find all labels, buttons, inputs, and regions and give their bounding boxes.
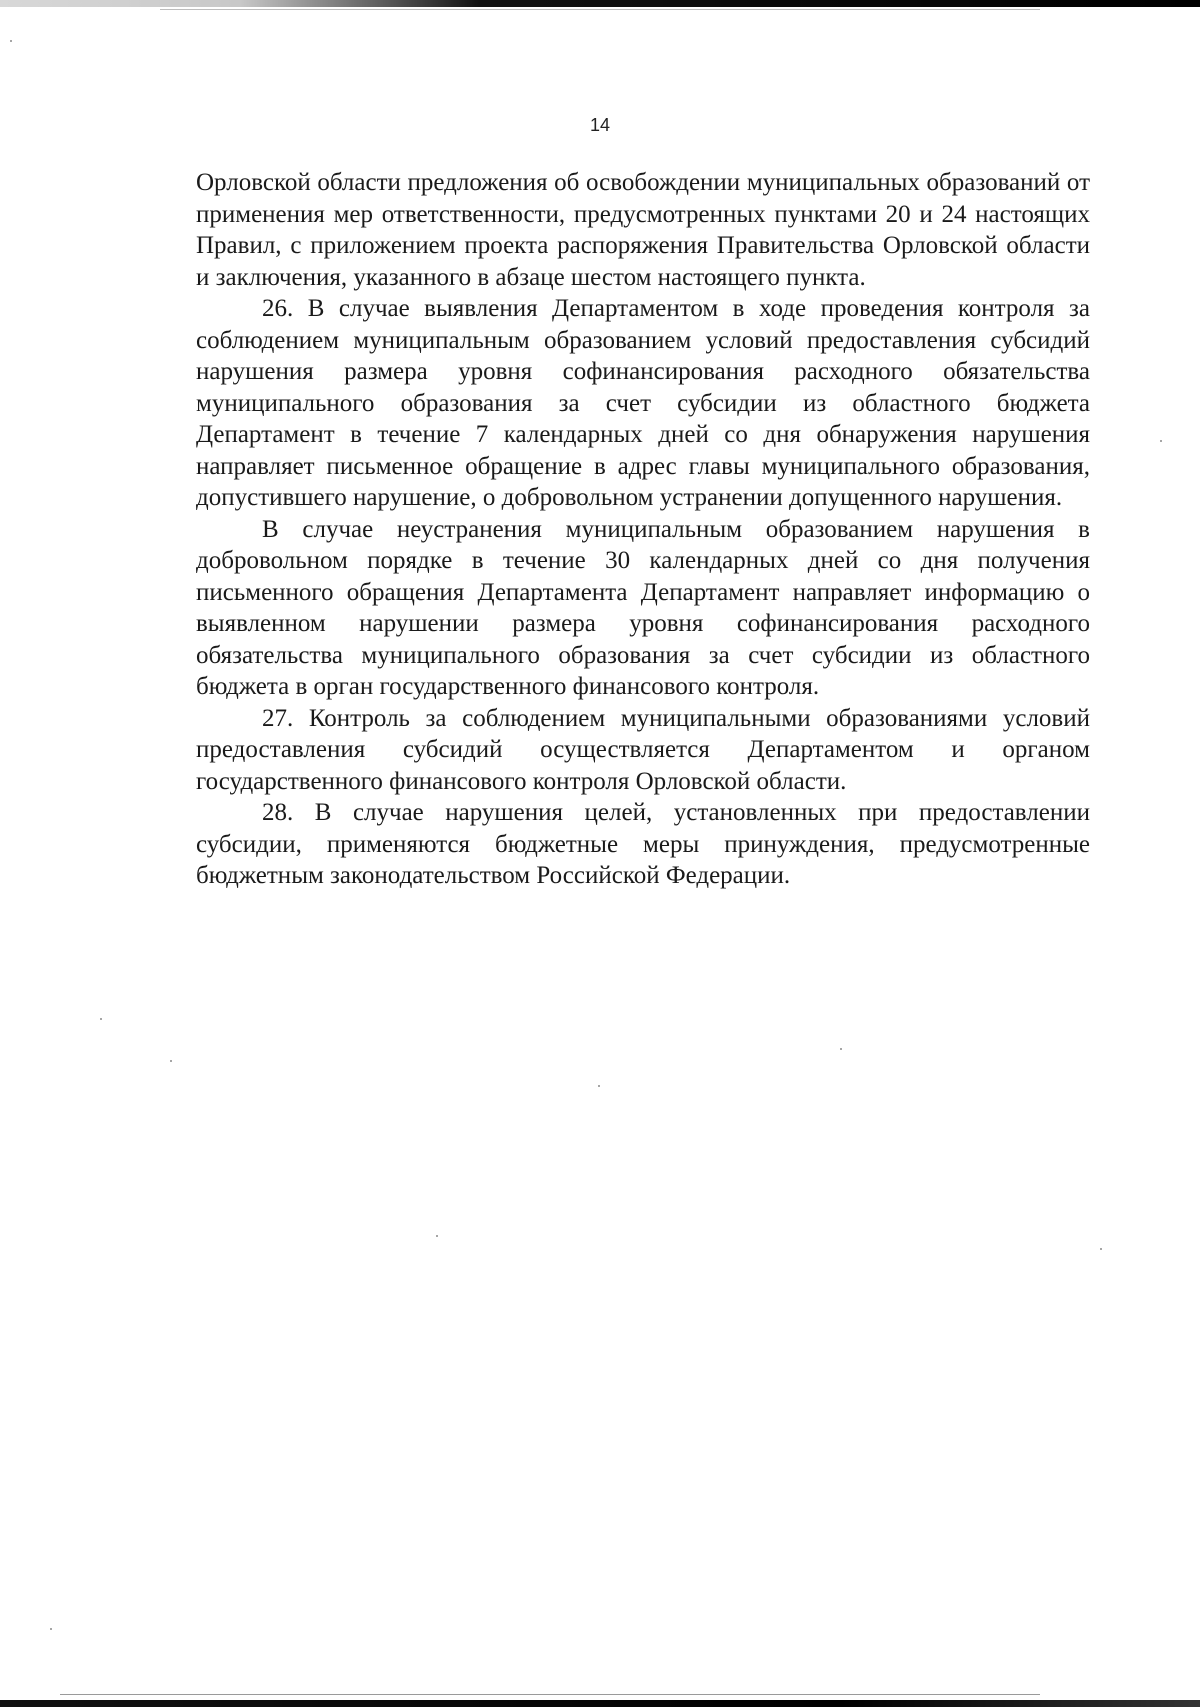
scan-speck [598, 1085, 600, 1087]
top-scan-border [0, 0, 1200, 7]
scan-speck [100, 1018, 102, 1020]
document-body [196, 167, 1090, 892]
paragraph-26-second: В случае неустранения муниципальным образованием нарушения в добровольном порядке в течение 30 календарных дней со дня получения письменного обращения Департамента Департамент направляет информацию о выявленном нарушении размера уровня софинансирования расходного обязательства муниципального образования за счет субсидии из областного бюджета в орган государственного финансового контроля. [196, 515, 1090, 700]
scan-speck [436, 1235, 438, 1237]
bottom-scan-border [0, 1700, 1200, 1707]
scan-speck [840, 1048, 842, 1050]
bottom-scan-line [60, 1694, 1040, 1695]
paragraph-28: 28. В случае нарушения целей, установленных при предоставлении субсидии, применяются бюджетные меры принуждения, предусмотренные бюджетным законодательством Российской Федерации. [196, 799, 1090, 889]
paragraph-continuation: Орловской области предложения об освобождении муниципальных образований от применения мер ответственности, предусмотренных пунктами 20 и 24 настоящих Правил, с приложением проекта распоряжения Правительства Орловской области и заключения, указанного в абзаце шестом настоящего пункта. [196, 169, 1090, 291]
scan-speck [1100, 1248, 1102, 1250]
top-scan-line [160, 9, 1040, 10]
scan-speck [1160, 440, 1162, 442]
scan-speck [50, 1628, 52, 1630]
page-number: 14 [589, 115, 611, 135]
paragraph-27: 27. Контроль за соблюдением муниципальными образованиями условий предоставления субсидий осуществляется Департаментом и органом государственного финансового контроля Орловской области. [196, 704, 1090, 795]
scan-speck [10, 40, 12, 42]
paragraph-26: 26. В случае выявления Департаментом в ходе проведения контроля за соблюдением муниципальным образованием условий предоставления субсидий нарушения размера уровня софинансирования расходного обязательства муниципального образования за счет субсидии из областного бюджета Департамент в течение 7 календарных дней со дня обнаружения нарушения направляет письменное обращение в адрес главы муниципального образования, допустившего нарушение, о добровольном устранении допущенного нарушения. [196, 295, 1090, 511]
scan-speck [170, 1060, 172, 1062]
